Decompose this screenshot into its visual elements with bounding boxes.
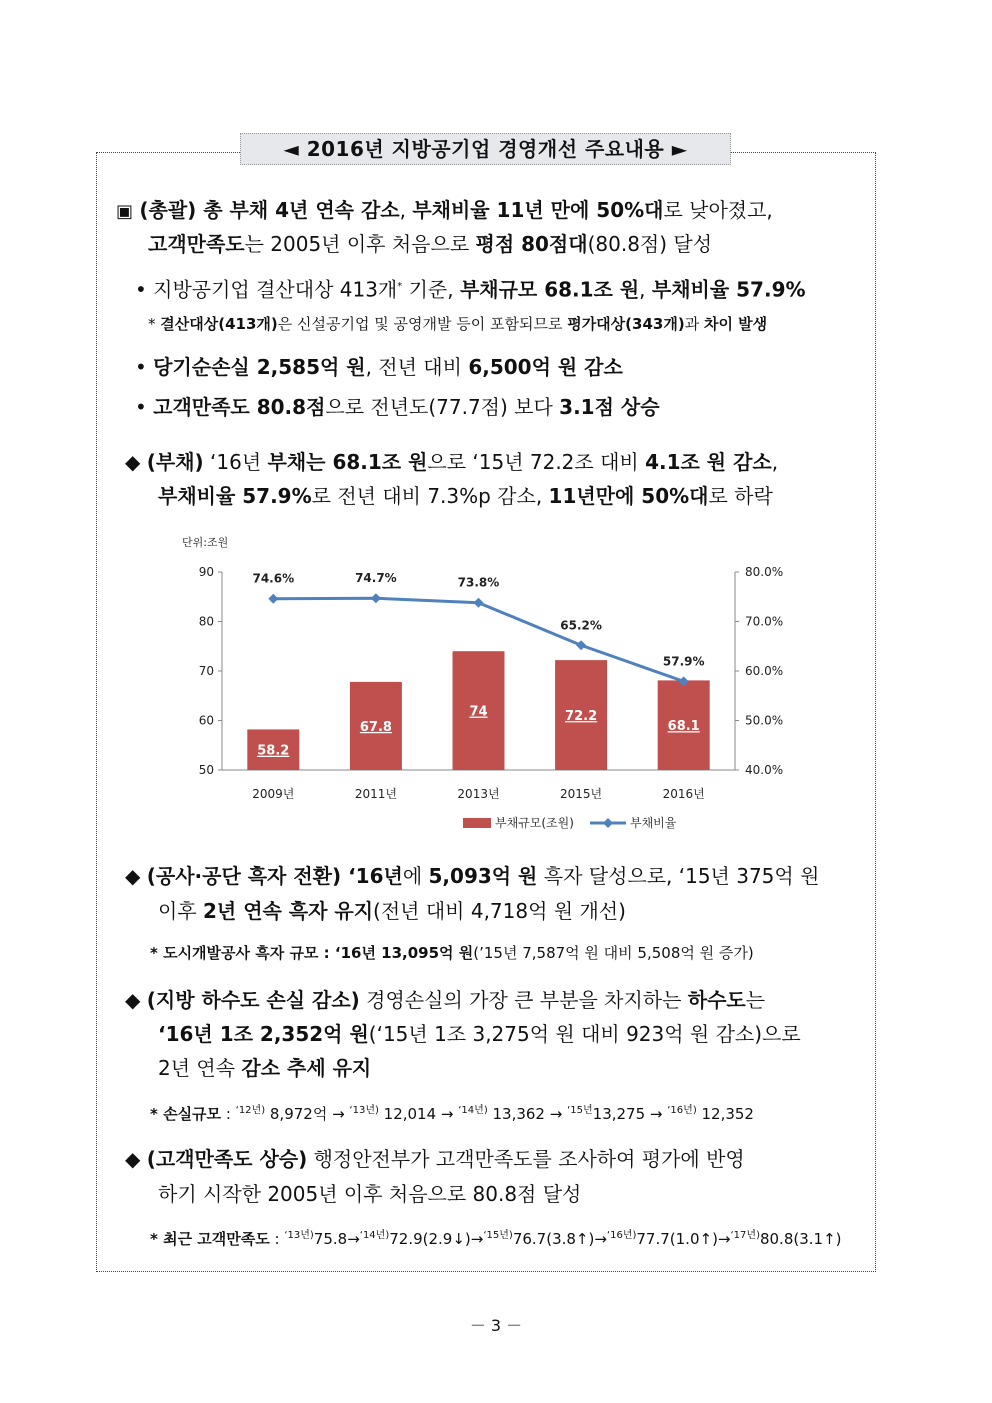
debt-chart	[180, 532, 800, 842]
sewer-line-3: 2년 연속 감소 추세 유지	[158, 1056, 372, 1080]
corp-line-1: ◆ (공사·공단 흑자 전환) ‘16년에 5,093억 원 흑자 달성으로, ‘15년 375억 원	[125, 864, 820, 888]
summary-line-1: ▣ (총괄) 총 부채 4년 연속 감소, 부채비율 11년 만에 50%대로 낮아졌고,	[116, 198, 773, 222]
right-tick-label: 50.0%	[745, 713, 784, 728]
x-tick-label: 2013년	[457, 787, 500, 801]
bar-value-label: 58.2	[257, 743, 290, 759]
right-tick-label: 60.0%	[745, 664, 784, 678]
left-tick-label: 80	[198, 614, 214, 629]
bar-value-label: 67.8	[359, 719, 392, 735]
page-number: － 3 －	[469, 1316, 523, 1335]
left-tick-label: 90	[198, 565, 214, 579]
ratio-value-label: 65.2%	[560, 618, 602, 633]
legend-line-marker	[603, 818, 613, 828]
ratio-value-label: 74.7%	[355, 571, 397, 586]
x-tick-label: 2015년	[560, 787, 603, 801]
sewer-note: * 손실규모 : $^{‘12년)}$ 8,972억 → $^{‘13년)}$ 12,014 → $^{‘14년)}$ 13,362 → $^{‘15년}$13,275 → $^{‘16년)}$ 12,352	[150, 1105, 754, 1123]
right-tick-label: 40.0%	[745, 763, 784, 777]
bullet-3: • 고객만족도 80.8점으로 전년도(77.7점) 보다 3.1점 상승	[135, 395, 660, 419]
corp-note: * 도시개발공사 흑자 규모 : ‘16년 13,095억 원(’15년 7,587억 원 대비 5,508억 원 증가)	[150, 944, 754, 962]
ratio-value-label: 73.8%	[457, 575, 500, 590]
ratio-point	[371, 593, 381, 603]
ratio-value-label: 74.6%	[252, 571, 295, 586]
square-marker-icon: ▣	[116, 201, 134, 222]
ratio-point	[576, 640, 586, 650]
corp-line-2: 이후 2년 연속 흑자 유지(전년 대비 4,718억 원 개선)	[158, 899, 626, 923]
left-tick-label: 50	[198, 763, 214, 777]
right-tick-label: 70.0%	[745, 614, 784, 629]
x-tick-label: 2016년	[662, 787, 705, 801]
legend-bar-label: 부채규모(조원)	[495, 816, 574, 830]
bar-value-label: 74	[469, 704, 488, 720]
x-tick-label: 2009년	[252, 787, 295, 801]
cs-note: * 최근 고객만족도 : $^{‘13년)}$75.8→$^{‘14년)}$72.9(2.9↓)→$^{‘15년)}$76.7(3.8↑)→$^{‘16년)}$77.7(1.0↑)→$^{‘17년)}$80.8(3.1↑)	[150, 1230, 842, 1248]
bullet-2: • 당기순손실 2,585억 원, 전년 대비 6,500억 원 감소	[135, 355, 623, 379]
cs-line-1: ◆ (고객만족도 상승) 행정안전부가 고객만족도를 조사하여 평가에 반영	[125, 1147, 745, 1171]
diamond-bullet-icon: ◆	[125, 988, 147, 1012]
sewer-line-1: ◆ (지방 하수도 손실 감소) 경영손실의 가장 큰 부분을 차지하는 하수도는	[125, 988, 766, 1012]
ratio-point	[268, 594, 278, 604]
legend-bar-swatch	[463, 818, 491, 828]
sewer-line-2: ‘16년 1조 2,352억 원(‘15년 1조 3,275억 원 대비 923억 원 감소)으로	[158, 1022, 801, 1046]
diamond-bullet-icon: ◆	[125, 450, 147, 474]
bar-value-label: 72.2	[565, 709, 598, 725]
diamond-bullet-icon: ◆	[125, 1147, 147, 1171]
bar-value-label: 68.1	[667, 719, 700, 735]
debt-line-1: ◆ (부채) ‘16년 부채는 68.1조 원으로 ‘15년 72.2조 대비 4.1조 원 감소,	[125, 450, 779, 474]
x-tick-label: 2011년	[354, 787, 397, 801]
debt-line-2: 부채비율 57.9%로 전년 대비 7.3%p 감소, 11년만에 50%대로 하락	[158, 484, 773, 508]
bullet-1-note: * 결산대상(413개)은 신설공기업 및 공영개발 등이 포함되므로 평가대상(343개)과 차이 발생	[148, 315, 768, 333]
ratio-value-label: 57.9%	[662, 654, 705, 669]
ratio-point	[474, 598, 484, 608]
left-tick-label: 60	[198, 713, 214, 728]
summary-line-2: 고객만족도는 2005년 이후 처음으로 평점 80점대(80.8점) 달성	[148, 232, 713, 256]
bullet-1: • 지방공기업 결산대상 413개* 기준, 부채규모 68.1조 원, 부채비율 57.9%	[135, 277, 806, 302]
box-title: ◄ 2016년 지방공기업 경영개선 주요내용 ►	[240, 133, 731, 165]
chart-unit-label: 단위:조원	[182, 536, 229, 549]
cs-line-2: 하기 시작한 2005년 이후 처음으로 80.8점 달성	[158, 1182, 582, 1206]
right-tick-label: 80.0%	[745, 565, 784, 579]
legend-line-label: 부채비율	[630, 816, 677, 830]
diamond-bullet-icon: ◆	[125, 864, 147, 888]
left-tick-label: 70	[198, 664, 214, 678]
